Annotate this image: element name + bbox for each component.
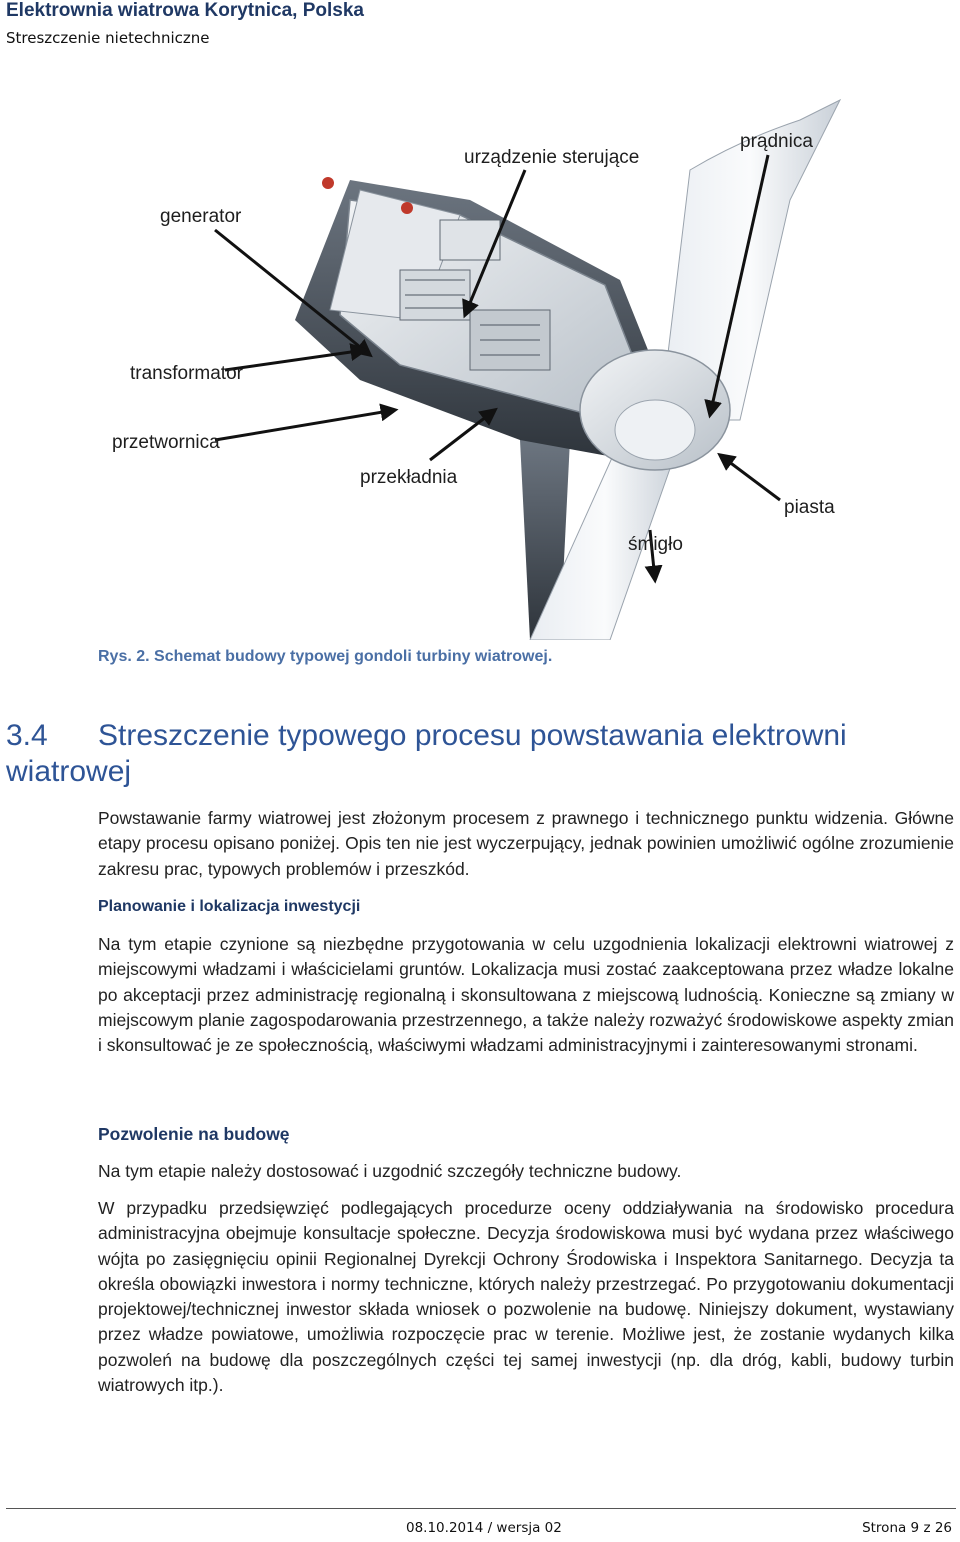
permit-heading: Pozwolenie na budowę — [98, 1124, 290, 1144]
footer-date-version: 08.10.2014 / wersja 02 — [406, 1520, 562, 1536]
label-transformer: transformator — [130, 363, 243, 384]
nacelle-diagram — [100, 80, 870, 640]
nacelle-figure — [100, 80, 870, 640]
document-title: Elektrownia wiatrowa Korytnica, Polska — [6, 0, 364, 21]
label-converter: przetwornica — [112, 432, 220, 453]
planning-paragraph: Na tym etapie czynione są niezbędne przygotowania w celu uzgodnienia lokalizacji elektrowni wiatrowej z miejscowymi władzami i właścicielami gruntów. Lokalizacja musi zostać zaakceptowana przez władze lokalne po akceptacji przez administrację regionalną i skonsultowana z miejscową ludnością. Konieczne są zmiany w miejscowym planie zagospodarowania przestrzennego, a także należy rozważyć środowiskowe aspekty zmian i skonsultować je ze społecznością, właściwymi władzami administracyjnymi i zainteresowanymi stronami. — [98, 934, 954, 1056]
label-control-unit: urządzenie sterujące — [464, 147, 640, 168]
label-generator: generator — [160, 206, 242, 227]
permit-paragraph-2: W przypadku przedsięwzięć podlegających procedurze oceny oddziaływania na środowisko procedura administracyjna obejmuje konsultacje społeczne. Decyzja środowiskowa musi być wydana przez właściwego wójta po zasięgnięciu opinii Regionalnej Dyrekcji Ochrony Środowiska i Inspektora Sanitarnego. Decyzja ta określa obowiązki inwestora i normy techniczne, których należy przestrzegać. Po przygotowaniu dokumentacji projektowej/technicznej inwestor składa wniosek o pozwolenie na budowę. Niniejszy dokument, wystawiany przez władze powiatowe, umożliwia rozpoczęcie prac w terenie. Możliwe jest, że zostanie wydanych kilka pozwoleń na budowę dla poszczególnych części tej samej inwestycji (np. dla dróg, kabli, budowy turbin wiatrowych itp.). — [98, 1198, 954, 1396]
label-hub: piasta — [784, 497, 835, 518]
section-number: 3.4 — [6, 719, 48, 752]
warning-light — [401, 202, 413, 214]
figure-caption: Rys. 2. Schemat budowy typowej gondoli turbiny wiatrowej. — [98, 648, 553, 665]
document-subtitle: Streszczenie nietechniczne — [6, 29, 210, 47]
footer-divider — [6, 1508, 956, 1509]
permit-paragraph-1: Na tym etapie należy dostosować i uzgodnić szczegóły techniczne budowy. — [98, 1161, 682, 1181]
intro-paragraph: Powstawanie farmy wiatrowej jest złożonym procesem z prawnego i technicznego punktu widzenia. Główne etapy procesu opisano poniżej. Opis ten nie jest wyczerpujący, jednak powinien umożliwić ogólne zrozumienie zakresu prac, typowych problemów i przeszkód. — [98, 808, 954, 879]
planning-heading: Planowanie i lokalizacja inwestycji — [98, 898, 361, 915]
warning-light — [322, 177, 334, 189]
label-alternator: prądnica — [740, 131, 813, 152]
footer-page-number: Strona 9 z 26 — [862, 1520, 952, 1536]
label-gearbox: przekładnia — [360, 467, 458, 488]
label-blade: śmigło — [628, 534, 683, 555]
section-title: Streszczenie typowego procesu powstawania elektrowni wiatrowej — [6, 719, 847, 788]
section-heading — [6, 718, 906, 790]
